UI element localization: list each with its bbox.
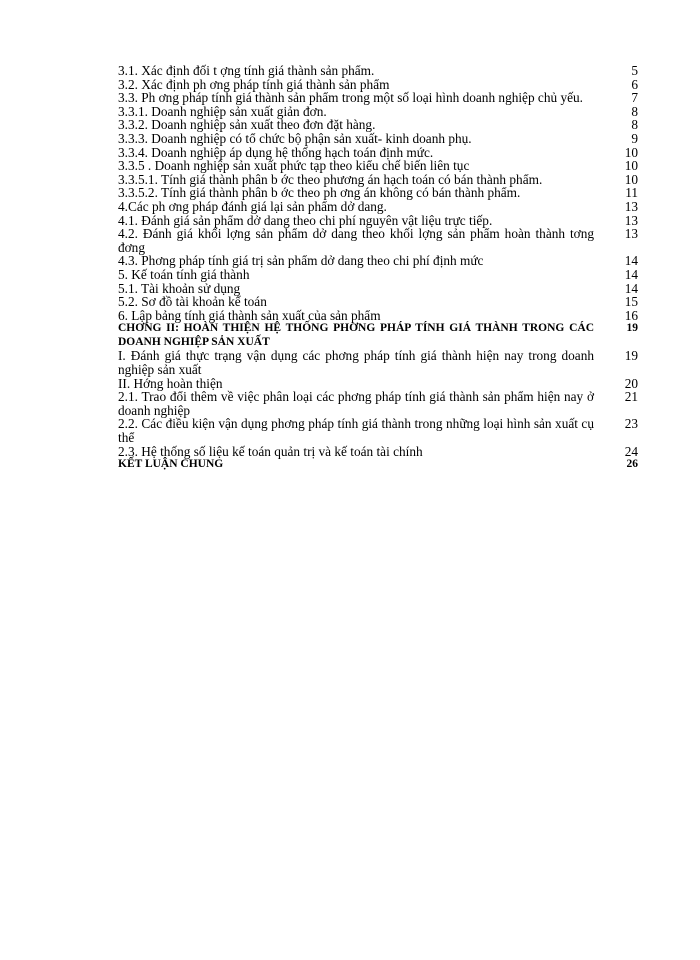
table-of-contents <box>118 64 638 472</box>
toc-entry <box>118 200 638 214</box>
toc-entry-page-number: 24 <box>624 443 638 459</box>
toc-entry-title: 2.1. Trao đổi thêm về việc phân loại các phơng pháp tính giá thành sản phẩm hiện nay ở doanh nghiệp <box>118 389 594 418</box>
toc-entry <box>118 309 638 323</box>
toc-entry-page-number: 10 <box>624 144 638 160</box>
toc-entry-page-number: 14 <box>624 253 638 269</box>
toc-entry-page-number: 5 <box>631 63 638 78</box>
toc-entry <box>118 377 638 391</box>
toc-entry-page-number: 13 <box>624 198 638 214</box>
toc-entry-title: 5.2. Sơ đồ tài khoản kế toán <box>118 294 267 310</box>
toc-entry-page-number: 14 <box>624 280 638 296</box>
toc-entry <box>118 295 638 309</box>
toc-entry-page-number: 13 <box>624 212 638 228</box>
toc-entry-title: 3.3.4. Doanh nghiệp áp dụng hệ thống hạch toán định mức. <box>118 144 434 160</box>
toc-entry-page-number: 10 <box>624 158 638 174</box>
toc-entry-page-number: 26 <box>626 458 638 471</box>
toc-entry-title: 2.3. Hệ thống số liệu kế toán quản trị và kế toán tài chính <box>118 443 423 459</box>
toc-entry <box>118 91 638 105</box>
toc-entry-title: 3.3.2. Doanh nghiệp sản xuất theo đơn đặt hàng. <box>118 117 376 133</box>
toc-entry-title: CHƠNG II: HOÀN THIỆN HỆ THỐNG PHƠNG PHÁP TÍNH GIÁ THÀNH TRONG CÁC DOANH NGHIỆP SẢN XUẤT <box>118 322 594 348</box>
toc-entry <box>118 173 638 187</box>
toc-entry-page-number: 8 <box>631 103 638 119</box>
toc-entry <box>118 118 638 132</box>
toc-entry-title: 6. Lập bảng tính giá thành sản xuất của sản phẩm <box>118 307 381 323</box>
toc-entry-title: 3.3.1. Doanh nghiệp sản xuất giản đơn. <box>118 103 327 119</box>
toc-entry <box>118 268 638 282</box>
toc-entry <box>118 458 638 472</box>
toc-entry-page-number: 15 <box>624 294 638 310</box>
toc-entry <box>118 390 638 417</box>
toc-entry-title: 4.2. Đánh giá khối lợng sản phẩm dở dang theo khối lợng sản phẩm hoàn thành tơng đơng <box>118 226 594 255</box>
toc-entry-page-number: 19 <box>624 348 638 364</box>
toc-entry <box>118 282 638 296</box>
toc-entry-page-number: 8 <box>631 117 638 133</box>
toc-entry <box>118 132 638 146</box>
toc-entry-title: 5.1. Tài khoản sử dụng <box>118 280 241 296</box>
toc-entry <box>118 105 638 119</box>
toc-entry-title: 4.Các ph ơng pháp đánh giá lại sản phẩm dở dang. <box>118 198 387 214</box>
toc-entry-page-number: 16 <box>624 307 638 323</box>
toc-entry-title: I. Đánh giá thực trạng vận dụng các phơng pháp tính giá thành hiện nay trong doanh nghiệp sản xuất <box>118 348 594 378</box>
toc-entry-page-number: 6 <box>631 76 638 92</box>
toc-entry-title: 3.3.5 . Doanh nghiệp sản xuất phức tạp theo kiểu chế biến liên tục <box>118 158 470 174</box>
toc-entry-page-number: 13 <box>624 226 638 242</box>
toc-entry <box>118 349 638 376</box>
toc-entry <box>118 445 638 459</box>
toc-entry <box>118 146 638 160</box>
toc-entry-title: 3.3. Ph ơng pháp tính giá thành sản phẩm trong một số loại hình doanh nghiệp chủ yếu. <box>118 90 583 106</box>
toc-entry <box>118 159 638 173</box>
toc-entry <box>118 64 638 78</box>
toc-entry-title: 3.2. Xác định ph ơng pháp tính giá thành sản phẩm <box>118 76 390 92</box>
toc-entry-title: 4.1. Đánh giá sản phẩm dở dang theo chi phí nguyên vật liệu trực tiếp. <box>118 212 493 228</box>
toc-entry-title: II. Hớng hoàn thiện <box>118 375 223 391</box>
toc-entry-title: 3.1. Xác định đối t ợng tính giá thành sản phẩm. <box>118 63 375 78</box>
toc-entry-title: 2.2. Các điều kiện vận dụng phơng pháp tính giá thành trong những loại hình sản xuất cụ thể <box>118 416 594 446</box>
toc-entry-title: 4.3. Phơng pháp tính giá trị sản phẩm dở dang theo chi phí định mức <box>118 253 484 269</box>
toc-entry-title: 3.3.3. Doanh nghiệp có tổ chức bộ phận sản xuất- kinh doanh phụ. <box>118 130 472 146</box>
toc-entry <box>118 186 638 200</box>
toc-entry-page-number: 19 <box>626 322 638 335</box>
toc-entry <box>118 214 638 228</box>
toc-entry-page-number: 23 <box>624 416 638 432</box>
toc-entry-page-number: 20 <box>624 375 638 391</box>
toc-entry <box>118 78 638 92</box>
toc-entry <box>118 322 638 349</box>
toc-entry-page-number: 14 <box>624 266 638 282</box>
toc-entry <box>118 254 638 268</box>
toc-entry-title: 3.3.5.1. Tính giá thành phân b ớc theo phương án hạch toán có bán thành phẩm. <box>118 171 543 187</box>
toc-entry <box>118 417 638 444</box>
toc-entry-title: 3.3.5.2. Tính giá thành phân b ớc theo ph ơng án không có bán thành phẩm. <box>118 185 521 201</box>
toc-entry-page-number: 9 <box>631 130 638 146</box>
toc-entry-title: 5. Kế toán tính giá thành <box>118 266 250 282</box>
toc-entry-page-number: 10 <box>624 171 638 187</box>
toc-entry-page-number: 7 <box>631 90 638 106</box>
toc-entry-title: KẾT LUẬN CHUNG <box>118 458 224 471</box>
toc-entry <box>118 227 638 254</box>
toc-entry-page-number: 21 <box>624 389 638 405</box>
toc-entry-page-number: 11 <box>625 185 638 201</box>
